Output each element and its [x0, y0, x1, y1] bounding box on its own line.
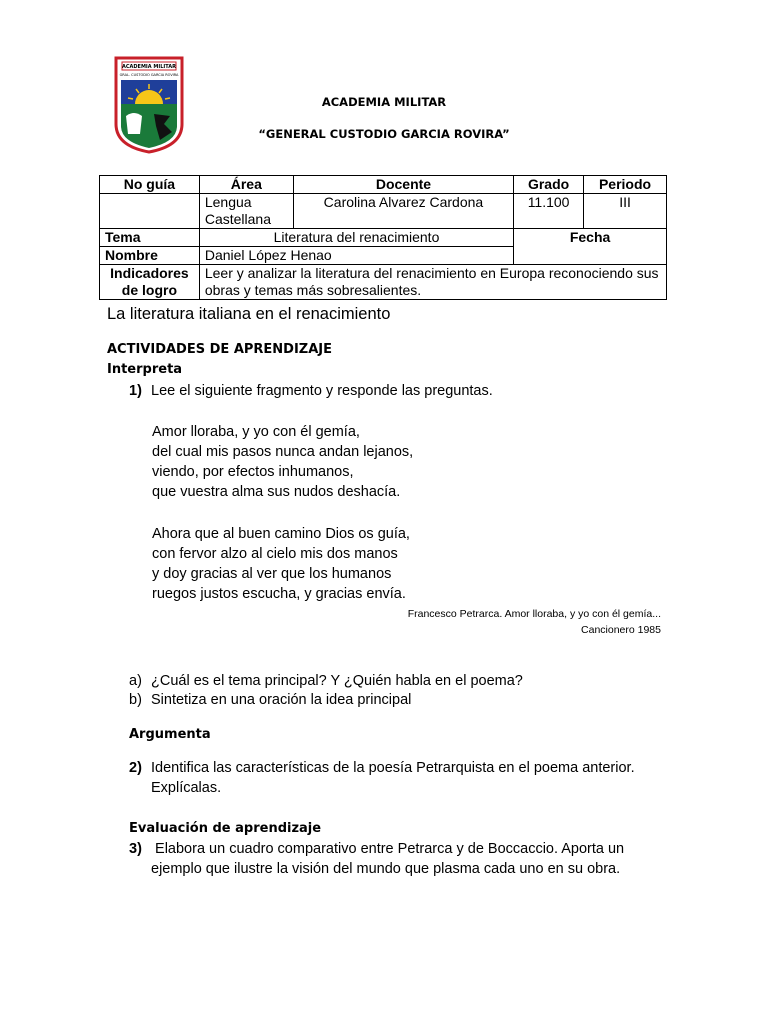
item-1-instruction [129, 381, 493, 401]
course-info-table [99, 175, 667, 300]
item-3-number: 3) [129, 841, 142, 857]
cell-periodo: III [584, 194, 667, 229]
item-3 [129, 839, 624, 879]
header-grado: Grado [514, 176, 584, 194]
question-b-label: b) [129, 692, 142, 708]
poem-line: que vuestra alma sus nudos deshacía. [152, 484, 401, 500]
poem-line: Amor lloraba, y yo con él gemía, [152, 424, 360, 440]
evaluacion-heading: Evaluación de aprendizaje [129, 821, 322, 836]
argumenta-heading: Argumenta [129, 727, 211, 742]
poem-line: Ahora que al buen camino Dios os guía, [152, 526, 410, 542]
citation-source: Cancionero 1985 [581, 624, 661, 636]
poem-stanza-2 [152, 524, 410, 604]
poem-line: con fervor alzo al cielo mis dos manos [152, 546, 398, 562]
header-title: ACADEMIA MILITAR [321, 95, 447, 109]
table-row-indicadores [100, 265, 667, 300]
table-row-tema [100, 229, 667, 247]
actividades-heading: ACTIVIDADES DE APRENDIZAJE [107, 342, 333, 357]
crest-title-text: ACADEMIA MILITAR [121, 64, 177, 70]
item-2 [129, 758, 635, 798]
crest-subtitle-text: GRAL. CUSTODIO GARCIA ROVIRA [119, 73, 179, 77]
header-subtitle: “GENERAL CUSTODIO GARCIA ROVIRA” [258, 127, 510, 141]
header-area: Área [199, 176, 293, 194]
value-nombre: Daniel López Henao [199, 247, 513, 265]
poem-line: viendo, por efectos inhumanos, [152, 464, 354, 480]
main-title: La literatura italiana en el renacimiento [107, 305, 391, 323]
poem-stanza-1 [152, 422, 413, 502]
poem-line: del cual mis pasos nunca andan lejanos, [152, 444, 414, 460]
label-fecha: Fecha [514, 229, 667, 265]
question-a-text: ¿Cuál es el tema principal? Y ¿Quién habla en el poema? [151, 673, 523, 689]
poem-line: y doy gracias al ver que los humanos [152, 566, 392, 582]
item-2-line-1: Identifica las características de la poesía Petrarquista en el poema anterior. [151, 760, 635, 776]
cell-grado: 11.100 [514, 194, 584, 229]
table-row [100, 194, 667, 229]
item-1-number: 1) [129, 383, 142, 399]
question-a [129, 671, 523, 691]
cell-no-guia [100, 194, 200, 229]
question-b [129, 690, 411, 710]
poem-line: ruegos justos escucha, y gracias envía. [152, 586, 406, 602]
header-no-guia: No guía [100, 176, 200, 194]
header-docente: Docente [293, 176, 513, 194]
item-1-text: Lee el siguiente fragmento y responde las preguntas. [151, 383, 493, 399]
citation-author: Francesco Petrarca. Amor lloraba, y yo con él gemía... [407, 608, 661, 620]
question-a-label: a) [129, 673, 142, 689]
interpreta-heading: Interpreta [107, 362, 183, 377]
question-b-text: Sintetiza en una oración la idea principal [151, 692, 412, 708]
label-tema: Tema [100, 229, 200, 247]
item-2-number: 2) [129, 760, 142, 776]
item-3-line-1: Elabora un cuadro comparativo entre Petrarca y de Boccaccio. Aporta un [151, 841, 625, 857]
label-nombre: Nombre [100, 247, 200, 265]
table-header-row [100, 176, 667, 194]
cell-area: Lengua Castellana [199, 194, 293, 229]
header-periodo: Periodo [584, 176, 667, 194]
item-3-line-2: ejemplo que ilustre la visión del mundo que plasma cada uno en su obra. [151, 861, 621, 877]
item-2-line-2: Explícalas. [151, 780, 222, 796]
label-indicadores: Indicadores de logro [100, 265, 200, 300]
cell-docente: Carolina Alvarez Cardona [293, 194, 513, 229]
value-indicadores: Leer y analizar la literatura del renacimiento en Europa reconociendo sus obras y temas más sobresalientes. [199, 265, 666, 300]
value-tema: Literatura del renacimiento [199, 229, 513, 247]
